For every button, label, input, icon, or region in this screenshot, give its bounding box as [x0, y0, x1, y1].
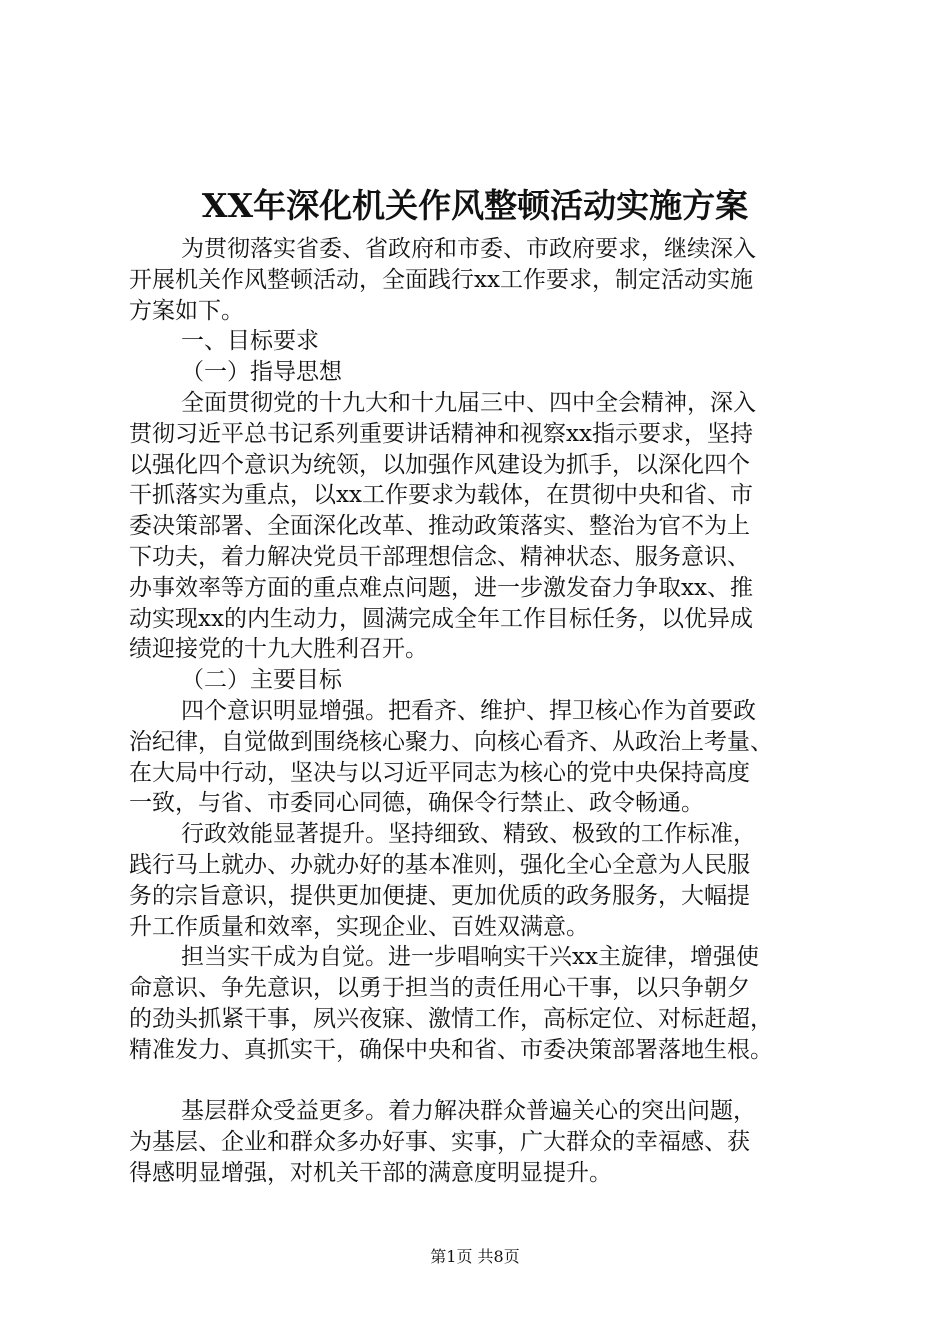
paragraph-line: 委决策部署、全面深化改革、推动政策落实、整治为官不为上 — [129, 513, 750, 540]
paragraph-line: 治纪律，自觉做到围绕核心聚力、向核心看齐、从政治上考量、 — [129, 728, 773, 755]
paragraph-line: 践行马上就办、办就办好的基本准则，强化全心全意为人民服 — [129, 851, 750, 878]
paragraph-line: 命意识、争先意识，以勇于担当的责任用心干事，以只争朝夕 — [129, 975, 750, 1002]
paragraph-line: 精准发力、真抓实干，确保中央和省、市委决策部署落地生根。 — [129, 1036, 773, 1063]
subsection-heading: （二）主要目标 — [181, 667, 342, 694]
paragraph-line: 贯彻习近平总书记系列重要讲话精神和视察xx指示要求，坚持 — [129, 420, 753, 447]
paragraph-line: 干抓落实为重点，以xx工作要求为载体，在贯彻中央和省、市 — [129, 482, 753, 509]
paragraph-line: 一致，与省、市委同心同德，确保令行禁止、政令畅通。 — [129, 790, 704, 817]
paragraph-line: 基层群众受益更多。着力解决群众普遍关心的突出问题， — [181, 1098, 756, 1125]
paragraph-line: 开展机关作风整顿活动，全面践行xx工作要求，制定活动实施 — [129, 266, 753, 293]
paragraph-line: 办事效率等方面的重点难点问题，进一步激发奋力争取xx、推 — [129, 574, 753, 601]
paragraph-line: 全面贯彻党的十九大和十九届三中、四中全会精神，深入 — [181, 389, 756, 416]
paragraph-line: 下功夫，着力解决党员干部理想信念、精神状态、服务意识、 — [129, 543, 750, 570]
paragraph-line: 的劲头抓紧干事，夙兴夜寐、激情工作，高标定位、对标赶超， — [129, 1005, 773, 1032]
paragraph-line: 为基层、企业和群众多办好事、实事，广大群众的幸福感、获 — [129, 1129, 750, 1156]
paragraph-line: 担当实干成为自觉。进一步唱响实干兴xx主旋律，增强使 — [181, 944, 759, 971]
paragraph-line: 绩迎接党的十九大胜利召开。 — [129, 636, 428, 663]
section-heading: 一、目标要求 — [181, 328, 319, 355]
page-number-footer: 第1页 共8页 — [430, 1247, 520, 1266]
paragraph-line: 为贯彻落实省委、省政府和市委、市政府要求，继续深入 — [181, 236, 756, 262]
paragraph-line: 在大局中行动，坚决与以习近平同志为核心的党中央保持高度 — [129, 759, 750, 786]
paragraph-line: 行政效能显著提升。坚持细致、精致、极致的工作标准， — [181, 821, 756, 848]
document-title: XX年深化机关作风整顿活动实施方案 — [201, 186, 749, 225]
paragraph-line: 得感明显增强，对机关干部的满意度明显提升。 — [129, 1159, 612, 1186]
paragraph-line: 动实现xx的内生动力，圆满完成全年工作目标任务，以优异成 — [129, 605, 753, 632]
subsection-heading: （一）指导思想 — [181, 359, 342, 386]
blank-line — [129, 1066, 829, 1097]
paragraph-line: 方案如下。 — [129, 297, 244, 324]
paragraph-line: 以强化四个意识为统领，以加强作风建设为抓手，以深化四个 — [129, 451, 750, 478]
paragraph-line: 务的宗旨意识，提供更加便捷、更加优质的政务服务，大幅提 — [129, 882, 750, 909]
paragraph-line: 升工作质量和效率，实现企业、百姓双满意。 — [129, 913, 589, 940]
paragraph-line: 四个意识明显增强。把看齐、维护、捍卫核心作为首要政 — [181, 697, 756, 724]
document-body — [129, 234, 829, 1189]
